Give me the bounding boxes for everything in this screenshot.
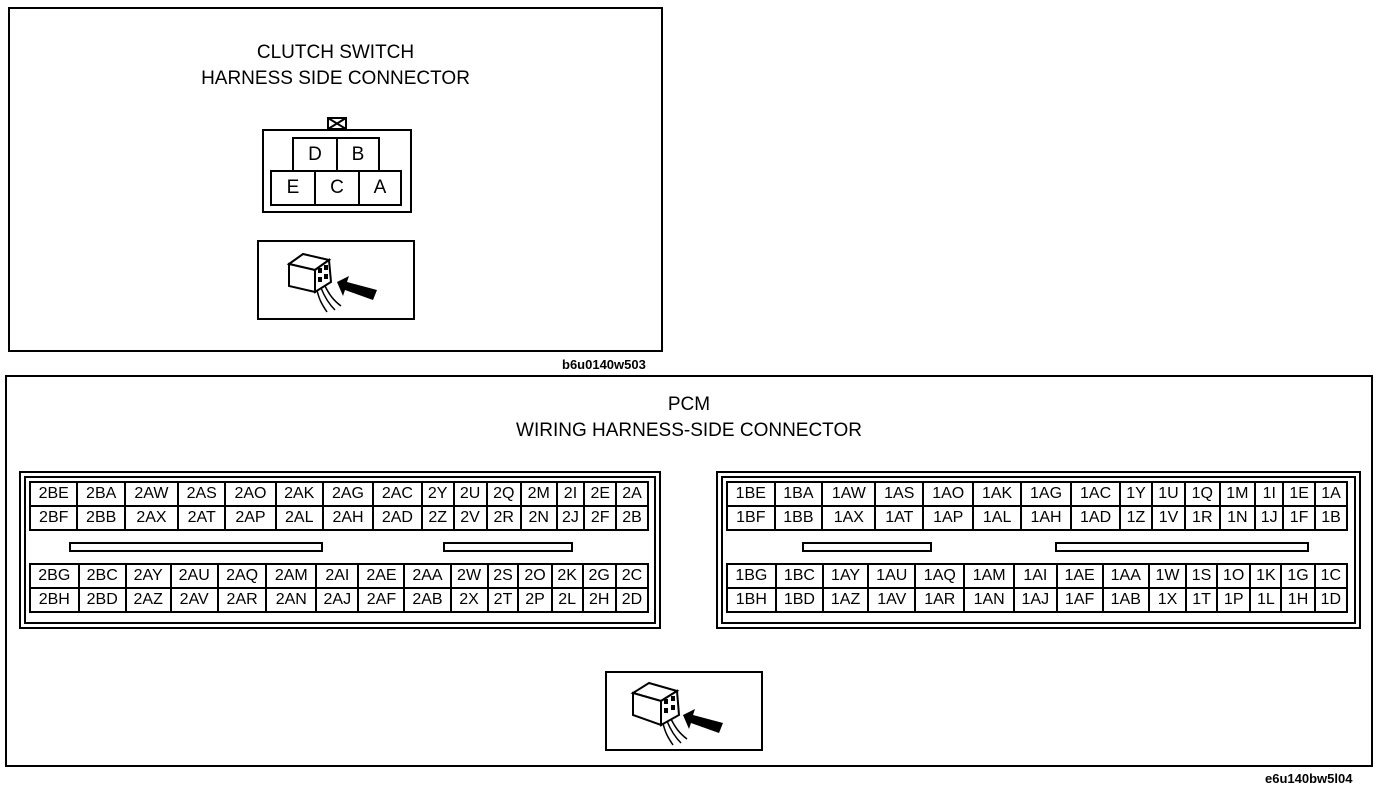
- terminal-cell: 2BE: [30, 482, 77, 506]
- pin-E: E: [270, 170, 316, 206]
- terminal-cell: 2E: [584, 482, 616, 506]
- terminal-cell: 2Z: [422, 506, 454, 530]
- terminal-cell: 1BB: [775, 506, 823, 530]
- terminal-cell: 2BB: [77, 506, 124, 530]
- terminal-cell: 2AJ: [316, 588, 358, 612]
- terminal-row: [30, 482, 648, 506]
- terminal-cell: 2AN: [266, 588, 316, 612]
- terminal-cell: 1BA: [775, 482, 823, 506]
- terminal-cell: 2AP: [225, 506, 275, 530]
- pcm-connector-1-latch-left: [802, 542, 932, 552]
- terminal-cell: 1N: [1220, 506, 1256, 530]
- terminal-cell: 1B: [1315, 506, 1347, 530]
- terminal-cell: 1BD: [776, 588, 823, 612]
- pin-A: A: [358, 170, 402, 206]
- terminal-cell: 1AI: [1014, 564, 1056, 588]
- terminal-cell: 1BC: [776, 564, 823, 588]
- terminal-cell: 1C: [1315, 564, 1347, 588]
- terminal-cell: 2C: [616, 564, 648, 588]
- terminal-cell: 2AE: [358, 564, 404, 588]
- terminal-cell: 1AR: [915, 588, 964, 612]
- terminal-cell: 1AO: [923, 482, 973, 506]
- terminal-cell: 2W: [451, 564, 488, 588]
- terminal-cell: 2AS: [178, 482, 225, 506]
- terminal-cell: 2R: [487, 506, 521, 530]
- terminal-cell: 1Y: [1120, 482, 1152, 506]
- pcm-view-icon-box: [605, 671, 763, 751]
- terminal-cell: 1AQ: [915, 564, 964, 588]
- terminal-cell: 2AI: [316, 564, 358, 588]
- terminal-cell: 1AA: [1103, 564, 1149, 588]
- terminal-cell: 1BG: [727, 564, 776, 588]
- terminal-cell: 1BF: [727, 506, 775, 530]
- terminal-cell: 2I: [557, 482, 585, 506]
- terminal-cell: 1AG: [1021, 482, 1071, 506]
- terminal-row: [727, 564, 1347, 588]
- clutch-view-icon-box: [257, 240, 415, 320]
- terminal-cell: 2B: [616, 506, 648, 530]
- terminal-cell: 2A: [616, 482, 648, 506]
- terminal-cell: 1R: [1185, 506, 1219, 530]
- terminal-cell: 1V: [1152, 506, 1185, 530]
- terminal-cell: 1F: [1283, 506, 1315, 530]
- terminal-cell: 1AD: [1071, 506, 1120, 530]
- terminal-cell: 2AG: [323, 482, 373, 506]
- terminal-cell: 1AW: [822, 482, 875, 506]
- terminal-cell: 2BG: [30, 564, 79, 588]
- terminal-cell: 2N: [521, 506, 557, 530]
- terminal-cell: 1AZ: [823, 588, 868, 612]
- terminal-cell: 2Q: [487, 482, 521, 506]
- terminal-cell: 1AJ: [1014, 588, 1056, 612]
- terminal-cell: 2AZ: [126, 588, 171, 612]
- terminal-cell: 2AW: [125, 482, 178, 506]
- terminal-cell: 1Q: [1185, 482, 1219, 506]
- terminal-cell: 2AF: [358, 588, 404, 612]
- terminal-cell: 1X: [1149, 588, 1186, 612]
- terminal-cell: 2F: [584, 506, 616, 530]
- pin-D: D: [292, 137, 338, 172]
- terminal-cell: 2AR: [218, 588, 267, 612]
- terminal-cell: 2AM: [266, 564, 316, 588]
- terminal-cell: 1AY: [823, 564, 868, 588]
- terminal-cell: 1L: [1250, 588, 1281, 612]
- terminal-row: [727, 588, 1347, 612]
- terminal-cell: 2H: [583, 588, 616, 612]
- connector-view-icon: [259, 242, 413, 318]
- pcm-panel: [5, 375, 1373, 767]
- terminal-row: [727, 506, 1347, 530]
- terminal-cell: 1O: [1217, 564, 1250, 588]
- pcm-connector-1-top-table: [726, 481, 1348, 531]
- pcm-connector-1-bottom-table: [726, 563, 1348, 613]
- terminal-cell: 1S: [1186, 564, 1217, 588]
- pcm-connector-2-latch-left: [69, 542, 323, 552]
- terminal-cell: 2AD: [373, 506, 422, 530]
- terminal-cell: 2BC: [79, 564, 126, 588]
- terminal-cell: 1AK: [973, 482, 1021, 506]
- clutch-switch-panel: [8, 7, 663, 352]
- terminal-cell: 1AS: [875, 482, 923, 506]
- terminal-cell: 1AE: [1057, 564, 1103, 588]
- terminal-cell: 2X: [451, 588, 488, 612]
- pcm-connector-2-latch-right: [443, 542, 573, 552]
- terminal-cell: 1G: [1281, 564, 1314, 588]
- terminal-cell: 2AB: [404, 588, 450, 612]
- terminal-cell: 1E: [1283, 482, 1315, 506]
- terminal-cell: 2AK: [276, 482, 323, 506]
- terminal-cell: 1AU: [868, 564, 915, 588]
- terminal-cell: 1P: [1217, 588, 1250, 612]
- terminal-cell: 2BA: [77, 482, 124, 506]
- clutch-title-line2: HARNESS SIDE CONNECTOR: [201, 68, 470, 89]
- terminal-cell: 2BH: [30, 588, 79, 612]
- terminal-cell: 2AC: [373, 482, 422, 506]
- terminal-cell: 1A: [1315, 482, 1347, 506]
- clutch-title-line1: CLUTCH SWITCH: [256, 42, 415, 63]
- terminal-cell: 2AO: [225, 482, 275, 506]
- clutch-figure-code: b6u0140w503: [562, 357, 646, 372]
- terminal-cell: 2BF: [30, 506, 77, 530]
- terminal-cell: 2U: [454, 482, 487, 506]
- terminal-cell: 1AH: [1021, 506, 1071, 530]
- terminal-row: [727, 482, 1347, 506]
- terminal-cell: 2AX: [125, 506, 178, 530]
- terminal-cell: 1AF: [1057, 588, 1103, 612]
- terminal-cell: 1AV: [868, 588, 915, 612]
- terminal-cell: 1I: [1255, 482, 1283, 506]
- terminal-cell: 2S: [488, 564, 519, 588]
- terminal-cell: 2AQ: [218, 564, 267, 588]
- pcm-connector-2-bottom-table: [29, 563, 649, 613]
- pcm-title-line1: PCM: [667, 394, 711, 415]
- terminal-cell: 1Z: [1120, 506, 1152, 530]
- terminal-cell: 2L: [552, 588, 583, 612]
- pcm-figure-code: e6u140bw5l04: [1265, 771, 1353, 786]
- terminal-cell: 1T: [1186, 588, 1217, 612]
- terminal-cell: 2O: [518, 564, 551, 588]
- terminal-cell: 1AN: [964, 588, 1014, 612]
- terminal-cell: 1BH: [727, 588, 776, 612]
- terminal-cell: 1AL: [973, 506, 1021, 530]
- terminal-row: [30, 564, 648, 588]
- terminal-cell: 1AX: [822, 506, 875, 530]
- terminal-cell: 2Y: [422, 482, 454, 506]
- pcm-connector-1-latch-right: [1055, 542, 1309, 552]
- pin-B: B: [336, 137, 380, 172]
- terminal-cell: 1U: [1152, 482, 1185, 506]
- terminal-cell: 2V: [454, 506, 487, 530]
- terminal-row: [30, 588, 648, 612]
- terminal-cell: 2AT: [178, 506, 225, 530]
- terminal-cell: 2D: [616, 588, 648, 612]
- pin-C: C: [314, 170, 360, 206]
- terminal-cell: 1AP: [923, 506, 973, 530]
- terminal-cell: 2BD: [79, 588, 126, 612]
- terminal-cell: 2AH: [323, 506, 373, 530]
- terminal-cell: 2M: [521, 482, 557, 506]
- terminal-row: [30, 506, 648, 530]
- terminal-cell: 2AL: [276, 506, 323, 530]
- terminal-cell: 1M: [1220, 482, 1256, 506]
- terminal-cell: 1AC: [1071, 482, 1120, 506]
- terminal-cell: 1BE: [727, 482, 775, 506]
- terminal-cell: 1AB: [1103, 588, 1149, 612]
- terminal-cell: 1H: [1281, 588, 1314, 612]
- terminal-cell: 2P: [518, 588, 551, 612]
- connector-view-icon: [607, 673, 761, 749]
- terminal-cell: 2T: [488, 588, 519, 612]
- terminal-cell: 2K: [552, 564, 583, 588]
- terminal-cell: 1AT: [875, 506, 923, 530]
- terminal-cell: 1W: [1149, 564, 1186, 588]
- pcm-title-line2: WIRING HARNESS-SIDE CONNECTOR: [516, 420, 862, 441]
- terminal-cell: 2J: [557, 506, 585, 530]
- terminal-cell: 1J: [1255, 506, 1283, 530]
- pcm-connector-2-top-table: [29, 481, 649, 531]
- terminal-cell: 2AV: [171, 588, 218, 612]
- terminal-cell: 1K: [1250, 564, 1281, 588]
- terminal-cell: 1D: [1315, 588, 1347, 612]
- terminal-cell: 2AA: [404, 564, 450, 588]
- terminal-cell: 2AU: [171, 564, 218, 588]
- terminal-cell: 2G: [583, 564, 616, 588]
- terminal-cell: 2AY: [126, 564, 171, 588]
- terminal-cell: 1AM: [964, 564, 1014, 588]
